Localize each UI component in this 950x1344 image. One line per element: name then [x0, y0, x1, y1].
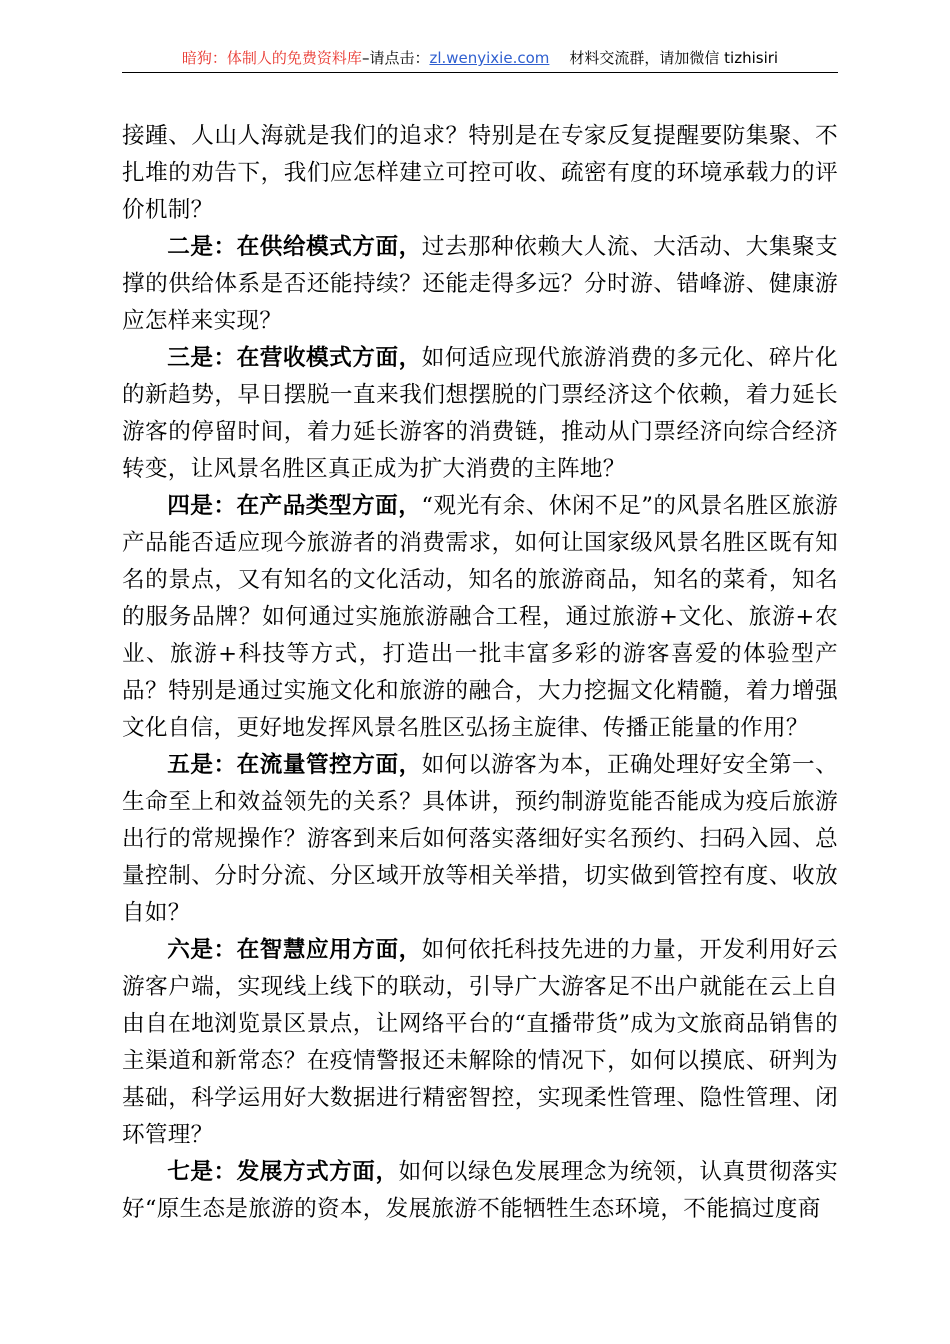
- header-group-info: 材料交流群，请加微信 tizhisiri: [569, 49, 779, 67]
- paragraph-smart-application: [122, 932, 838, 1154]
- paragraph-revenue-model: [122, 340, 838, 488]
- paragraph-lead: 六是：在智慧应用方面，: [167, 937, 422, 963]
- paragraph-text: 过去那种依赖大人流、大活动、大集聚支撑的供给体系是否还能持续？还能走得多远？分时游、错峰游、健康游应怎样来实现？: [122, 234, 838, 334]
- paragraph-text: 如何以游客为本，正确处理好安全第一、生命至上和效益领先的关系？具体讲，预约制游览能否能成为疫后旅游出行的常规操作？游客到来后如何落实落细好实名预约、扫码入园、总量控制、分时分流、分区域开放等相关举措，切实做到管控有度、收放自如？: [122, 752, 838, 926]
- paragraph-supply-model: [122, 229, 838, 340]
- paragraph-lead: 二是：在供给模式方面，: [167, 234, 422, 260]
- paragraph-text: 接踵、人山人海就是我们的追求？特别是在专家反复提醒要防集聚、不扎堆的劝告下，我们应怎样建立可控可收、疏密有度的环境承载力的评价机制？: [122, 123, 838, 223]
- paragraph-continued: [122, 118, 838, 229]
- paragraph-text: “观光有余、休闲不足”的风景名胜区旅游产品能否适应现今旅游者的消费需求，如何让国家级风景名胜区既有知名的景点，又有知名的文化活动，知名的旅游商品，知名的菜肴，知名的服务品牌？如何通过实施旅游融合工程，通过旅游+文化、旅游+农业、旅游+科技等方式，打造出一批丰富多彩的游客喜爱的体验型产品？特别是通过实施文化和旅游的融合，大力挖掘文化精髓，着力增强文化自信，更好地发挥风景名胜区弘扬主旋律、传播正能量的作用？: [122, 493, 838, 741]
- paragraph-lead: 五是：在流量管控方面，: [167, 752, 422, 778]
- paragraph-text: 如何依托科技先进的力量，开发利用好云游客户端，实现线上线下的联动，引导广大游客足不出户就能在云上自由自在地浏览景区景点，让网络平台的“直播带货”成为文旅商品销售的主渠道和新常态？在疫情警报还未解除的情况下，如何以摸底、研判为基础，科学运用好大数据进行精密智控，实现柔性管理、隐性管理、闭环管理？: [122, 937, 838, 1148]
- paragraph-text: 如何适应现代旅游消费的多元化、碎片化的新趋势，早日摆脱一直来我们想摆脱的门票经济这个依赖，着力延长游客的停留时间，着力延长游客的消费链，推动从门票经济向综合经济转变，让风景名胜区真正成为扩大消费的主阵地？: [122, 345, 838, 482]
- paragraph-lead: 四是：在产品类型方面，: [167, 493, 422, 519]
- paragraph-lead: 三是：在营收模式方面，: [167, 345, 422, 371]
- document-body: [122, 118, 838, 1228]
- header-brand: 暗狗：体制人的免费资料库: [181, 49, 362, 67]
- paragraph-development-mode: [122, 1154, 838, 1228]
- header-link[interactable]: zl.wenyixie.com: [429, 49, 550, 67]
- header-prompt: –请点击：: [361, 49, 430, 67]
- paragraph-flow-control: [122, 747, 838, 932]
- paragraph-text: 如何以绿色发展理念为统领，认真贯彻落实好“原生态是旅游的资本，发展旅游不能牺牲生态环境，不能搞过度商: [122, 1159, 839, 1222]
- paragraph-lead: 七是：发展方式方面，: [167, 1159, 399, 1185]
- paragraph-product-type: [122, 488, 838, 747]
- page-header: [122, 44, 838, 73]
